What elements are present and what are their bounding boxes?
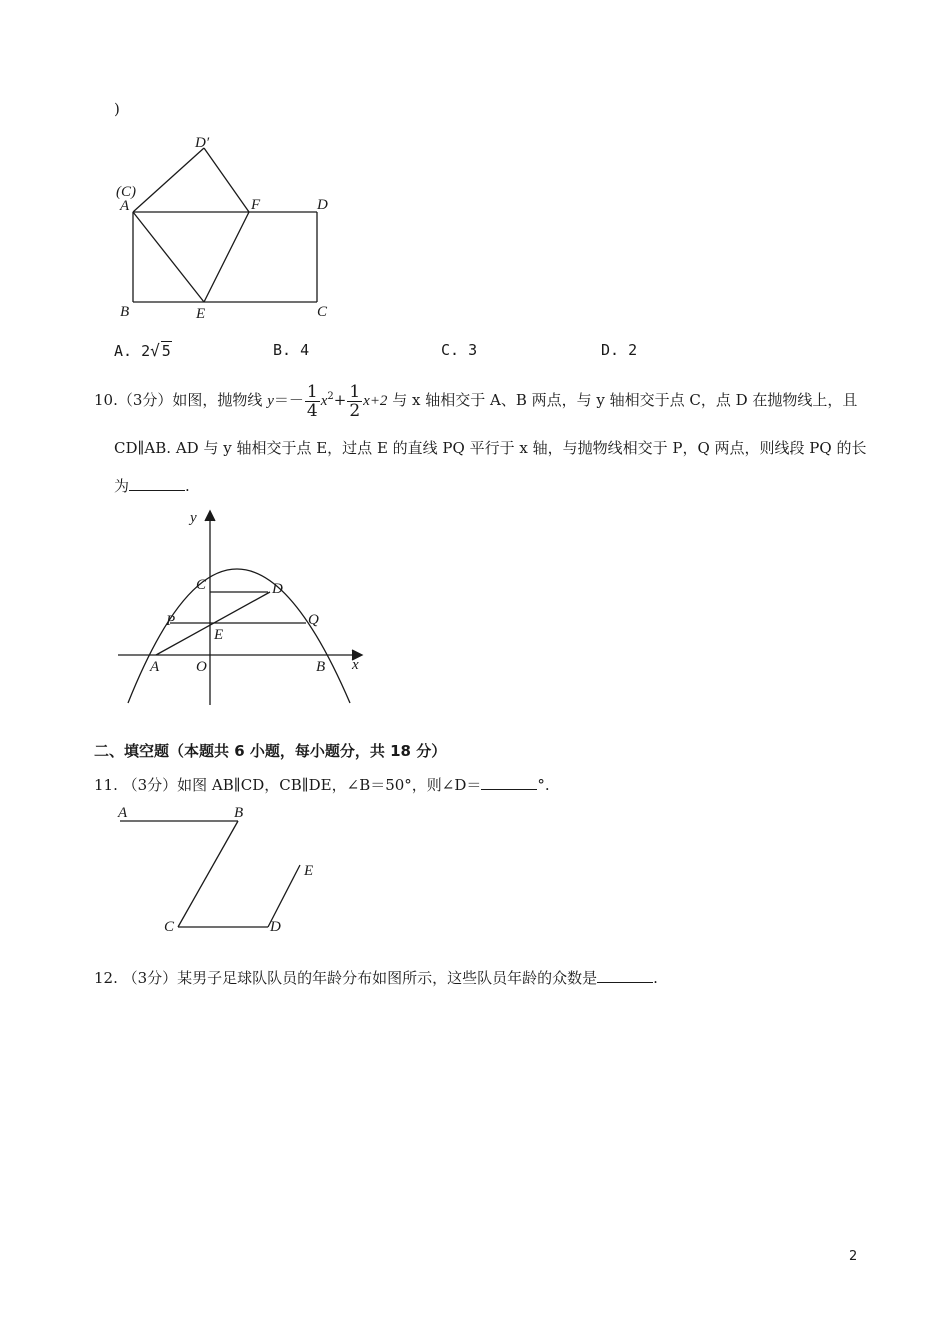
top-paren: ) [114, 100, 120, 118]
q11-label-c: C [164, 919, 175, 935]
q9-option-b: B. 4 [273, 341, 310, 359]
q10-label-b: B [316, 659, 326, 675]
q10-number: 10.（3分）如图，抛物线 [94, 391, 263, 409]
q10-label-d: D [272, 581, 283, 597]
q9-label-c-paren: (C) [116, 184, 136, 200]
q10-line3: 为 . [114, 477, 190, 495]
q10-label-c: C [196, 577, 207, 593]
q10-figure [110, 505, 380, 710]
q9-option-a: A. 2√ 5 [114, 341, 171, 360]
q9-line-ae [133, 212, 204, 302]
section-2-heading: 二、填空题（本题共 6 小题，每小题分，共 18 分） [94, 742, 447, 760]
q9-label-b: B [120, 304, 130, 320]
q10-label-x: x [352, 657, 359, 673]
q10-frac1: $\frac{1}{4}$ [306, 381, 318, 421]
q10-line1: 10.（3分）如图，抛物线 y＝－ $\frac{1}{4}$ $x^2+$ $\frac{1}{2}$ x+2 与 x 轴相交于 A、B 两点，与 y 轴相交于点 C，点 D 在抛物线上，且 [94, 381, 858, 421]
q10-parabola [128, 569, 350, 703]
q9-option-c: C. 3 [441, 341, 478, 359]
q9-figure [110, 128, 350, 328]
q11-line-de [268, 865, 300, 927]
q10-label-a: A [150, 659, 160, 675]
q11-answer-blank[interactable] [481, 775, 537, 790]
q9-label-c: C [317, 304, 328, 320]
q9-label-a: A [120, 198, 130, 214]
q10-y-arrow [205, 511, 215, 521]
q12-answer-blank[interactable] [597, 968, 653, 983]
q9-label-d: D [317, 197, 328, 213]
q9-label-d-prime: D′ [195, 135, 210, 151]
q9-option-a-radicand: 5 [161, 342, 171, 360]
q9-option-d: D. 2 [601, 341, 638, 359]
q11-figure [110, 803, 330, 933]
q10-label-p: P [166, 613, 176, 629]
q10-answer-blank[interactable] [129, 476, 185, 491]
q11-label-d: D [270, 919, 281, 935]
page-number: 2 [849, 1249, 858, 1264]
q11-line-bc [178, 821, 238, 927]
q9-line-ef [204, 212, 249, 302]
q10-frac2: $\frac{1}{2}$ [349, 381, 361, 421]
q10-line2: CD∥AB. AD 与 y 轴相交于点 E，过点 E 的直线 PQ 平行于 x 轴，与抛物线相交于 P，Q 两点，则线段 PQ 的长 [114, 439, 867, 457]
q9-label-e: E [196, 306, 206, 322]
q9-line-d-prime-f [204, 148, 249, 212]
q11-text: 11. （3分）如图 AB∥CD，CB∥DE，∠B＝50°，则∠D＝ °. [94, 776, 550, 794]
q11-label-e: E [304, 863, 314, 879]
q10-label-q: Q [308, 612, 319, 628]
q11-label-a: A [118, 805, 128, 821]
q10-label-o: O [196, 659, 207, 675]
q10-label-e: E [214, 627, 224, 643]
q10-label-y: y [190, 510, 197, 526]
q10-y: y [267, 393, 274, 409]
q9-label-f: F [251, 197, 261, 213]
q9-line-ad-prime [133, 148, 204, 212]
q10-eq: ＝－ [273, 391, 304, 409]
q12-text: 12. （3分）某男子足球队队员的年龄分布如图所示，这些队员年龄的众数是 . [94, 969, 658, 987]
q10-rest1: 与 x 轴相交于 A、B 两点，与 y 轴相交于点 C，点 D 在抛物线上，且 [392, 391, 858, 409]
q11-label-b: B [234, 805, 244, 821]
